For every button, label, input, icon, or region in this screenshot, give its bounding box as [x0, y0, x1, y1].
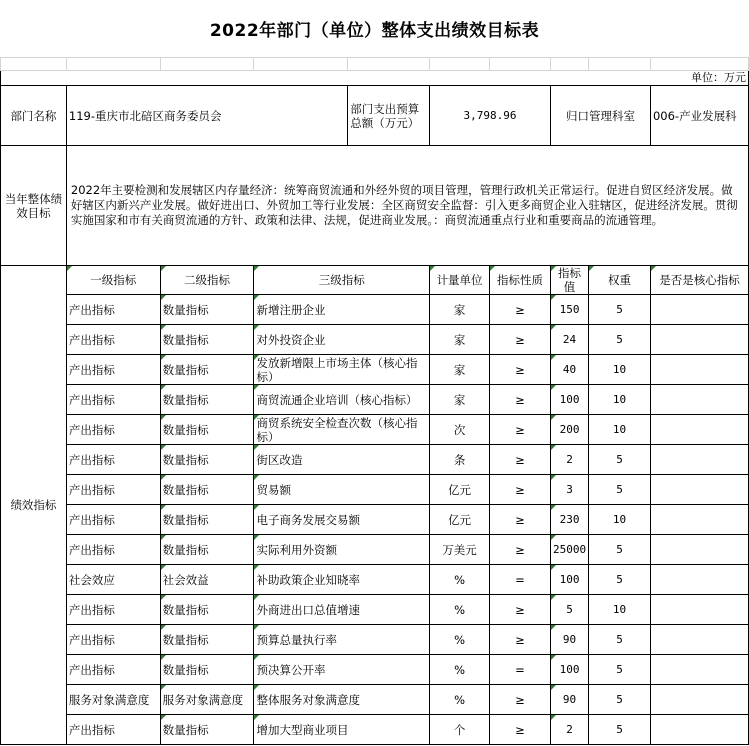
cell-core	[650, 535, 748, 565]
goal-label: 当年整体绩效目标	[1, 146, 67, 266]
cell-weight: 10	[589, 595, 651, 625]
header-nature: 指标性质	[490, 266, 551, 295]
cell-l1: 产出指标	[66, 595, 160, 625]
cell-l1: 产出指标	[66, 655, 160, 685]
cell-weight: 5	[589, 475, 651, 505]
cell-l3: 对外投资企业	[254, 325, 430, 355]
cell-l3: 预决算公开率	[254, 655, 430, 685]
cell-l3: 补助政策企业知晓率	[254, 565, 430, 595]
cell-l3: 商贸流通企业培训（核心指标）	[254, 385, 430, 415]
dept-name-label: 部门名称	[1, 86, 67, 146]
cell-l2: 数量指标	[160, 655, 254, 685]
cell-core	[650, 325, 748, 355]
cell-weight: 10	[589, 385, 651, 415]
cell-l2: 数量指标	[160, 715, 254, 745]
cell-value: 24	[550, 325, 588, 355]
table-row	[1, 355, 749, 385]
cell-unit: %	[430, 625, 490, 655]
table-row	[1, 385, 749, 415]
cell-l2: 数量指标	[160, 355, 254, 385]
cell-weight: 10	[589, 415, 651, 445]
cell-value: 230	[550, 505, 588, 535]
cell-unit: 家	[430, 325, 490, 355]
cell-core	[650, 715, 748, 745]
cell-nature: ≥	[490, 475, 551, 505]
cell-l3: 发放新增限上市场主体（核心指标）	[254, 355, 430, 385]
header-l2: 二级指标	[160, 266, 254, 295]
cell-value: 2	[550, 445, 588, 475]
table-row	[1, 565, 749, 595]
cell-core	[650, 385, 748, 415]
cell-weight: 5	[589, 715, 651, 745]
cell-unit: %	[430, 655, 490, 685]
cell-l3: 增加大型商业项目	[254, 715, 430, 745]
header-core: 是否是核心指标	[650, 266, 748, 295]
perf-label: 绩效指标	[1, 266, 67, 745]
cell-value: 40	[550, 355, 588, 385]
cell-weight: 5	[589, 295, 651, 325]
cell-value: 200	[550, 415, 588, 445]
cell-weight: 5	[589, 535, 651, 565]
cell-core	[650, 565, 748, 595]
cell-weight: 10	[589, 505, 651, 535]
cell-core	[650, 445, 748, 475]
cell-value: 150	[550, 295, 588, 325]
dept-name-value: 119-重庆市北碚区商务委员会	[66, 86, 347, 146]
header-value: 指标值	[550, 266, 588, 295]
office-value: 006-产业发展科	[650, 86, 748, 146]
cell-l2: 数量指标	[160, 325, 254, 355]
cell-nature: =	[490, 565, 551, 595]
cell-unit: 亿元	[430, 475, 490, 505]
cell-unit: %	[430, 685, 490, 715]
cell-l2: 数量指标	[160, 625, 254, 655]
table-row	[1, 475, 749, 505]
cell-l2: 数量指标	[160, 415, 254, 445]
cell-nature: ≥	[490, 355, 551, 385]
cell-weight: 5	[589, 565, 651, 595]
header-unit: 计量单位	[430, 266, 490, 295]
cell-l3: 商贸系统安全检查次数（核心指标）	[254, 415, 430, 445]
cell-nature: ≥	[490, 685, 551, 715]
cell-l2: 数量指标	[160, 595, 254, 625]
cell-l1: 产出指标	[66, 385, 160, 415]
cell-core	[650, 475, 748, 505]
cell-unit: 条	[430, 445, 490, 475]
cell-l3: 预算总量执行率	[254, 625, 430, 655]
cell-nature: ≥	[490, 325, 551, 355]
table-row	[1, 535, 749, 565]
table-row	[1, 505, 749, 535]
cell-l3: 整体服务对象满意度	[254, 685, 430, 715]
cell-l1: 产出指标	[66, 295, 160, 325]
cell-value: 90	[550, 685, 588, 715]
table-row	[1, 715, 749, 745]
cell-unit: 家	[430, 385, 490, 415]
cell-value: 100	[550, 565, 588, 595]
cell-l1: 产出指标	[66, 325, 160, 355]
cell-core	[650, 355, 748, 385]
table-row	[1, 685, 749, 715]
cell-nature: ≥	[490, 445, 551, 475]
performance-sheet	[0, 57, 749, 746]
cell-l3: 外商进出口总值增速	[254, 595, 430, 625]
cell-unit: 家	[430, 355, 490, 385]
cell-l1: 产出指标	[66, 415, 160, 445]
cell-l2: 数量指标	[160, 505, 254, 535]
cell-core	[650, 295, 748, 325]
cell-core	[650, 685, 748, 715]
cell-l1: 产出指标	[66, 505, 160, 535]
table-row	[1, 415, 749, 445]
table-row	[1, 445, 749, 475]
goal-text: 2022年主要检测和发展辖区内存量经济：统筹商贸流通和外经外贸的项目管理，管理行政机关正常运行。促进自贸区经济发展。做好辖区内新兴产业发展。做好进出口、外贸加工等行业发展：全区商贸安全监督：引入更多商贸企业入驻辖区，促进经济发展。贯彻实施国家和市有关商贸流通的方针、政策和法律、法规，促进商业发展。：商贸流通重点行业和重要商品的流通管理。	[66, 146, 748, 266]
table-row	[1, 655, 749, 685]
cell-nature: ≥	[490, 535, 551, 565]
header-l3: 三级指标	[254, 266, 430, 295]
cell-l3: 街区改造	[254, 445, 430, 475]
cell-nature: ≥	[490, 715, 551, 745]
unit-label: 单位：万元	[1, 71, 749, 86]
cell-weight: 5	[589, 625, 651, 655]
budget-label: 部门支出预算总额（万元）	[348, 86, 430, 146]
table-title: 2022年部门（单位）整体支出绩效目标表	[209, 21, 540, 41]
cell-l1: 产出指标	[66, 475, 160, 505]
table-row	[1, 595, 749, 625]
cell-l2: 数量指标	[160, 535, 254, 565]
cell-l2: 数量指标	[160, 475, 254, 505]
cell-weight: 5	[589, 325, 651, 355]
cell-unit: %	[430, 595, 490, 625]
office-label: 归口管理科室	[550, 86, 650, 146]
cell-value: 100	[550, 655, 588, 685]
table-row	[1, 625, 749, 655]
cell-unit: 亿元	[430, 505, 490, 535]
cell-l1: 产出指标	[66, 445, 160, 475]
cell-weight: 10	[589, 355, 651, 385]
header-weight: 权重	[589, 266, 651, 295]
cell-l1: 产出指标	[66, 535, 160, 565]
cell-l2: 服务对象满意度	[160, 685, 254, 715]
cell-core	[650, 625, 748, 655]
cell-weight: 5	[589, 445, 651, 475]
cell-l2: 数量指标	[160, 445, 254, 475]
cell-nature: =	[490, 655, 551, 685]
cell-nature: ≥	[490, 385, 551, 415]
cell-core	[650, 415, 748, 445]
cell-unit: 万美元	[430, 535, 490, 565]
cell-core	[650, 595, 748, 625]
cell-l1: 产出指标	[66, 355, 160, 385]
cell-l2: 数量指标	[160, 295, 254, 325]
cell-nature: ≥	[490, 295, 551, 325]
cell-l2: 数量指标	[160, 385, 254, 415]
cell-l2: 社会效益	[160, 565, 254, 595]
cell-core	[650, 505, 748, 535]
table-row	[1, 295, 749, 325]
cell-nature: ≥	[490, 625, 551, 655]
cell-l1: 产出指标	[66, 715, 160, 745]
cell-nature: ≥	[490, 505, 551, 535]
performance-table	[0, 57, 749, 745]
cell-nature: ≥	[490, 415, 551, 445]
cell-unit: 次	[430, 415, 490, 445]
cell-value: 90	[550, 625, 588, 655]
cell-l3: 电子商务发展交易额	[254, 505, 430, 535]
cell-unit: %	[430, 565, 490, 595]
cell-value: 25000	[550, 535, 588, 565]
cell-weight: 5	[589, 685, 651, 715]
cell-unit: 家	[430, 295, 490, 325]
header-l1: 一级指标	[66, 266, 160, 295]
budget-value: 3,798.96	[430, 86, 551, 146]
cell-value: 100	[550, 385, 588, 415]
cell-l1: 服务对象满意度	[66, 685, 160, 715]
cell-value: 3	[550, 475, 588, 505]
cell-l3: 新增注册企业	[254, 295, 430, 325]
cell-nature: ≥	[490, 595, 551, 625]
cell-l3: 实际利用外资额	[254, 535, 430, 565]
table-row	[1, 325, 749, 355]
cell-weight: 5	[589, 655, 651, 685]
cell-l1: 社会效应	[66, 565, 160, 595]
cell-l3: 贸易额	[254, 475, 430, 505]
cell-value: 5	[550, 595, 588, 625]
cell-unit: 个	[430, 715, 490, 745]
cell-value: 2	[550, 715, 588, 745]
cell-core	[650, 655, 748, 685]
cell-l1: 产出指标	[66, 625, 160, 655]
